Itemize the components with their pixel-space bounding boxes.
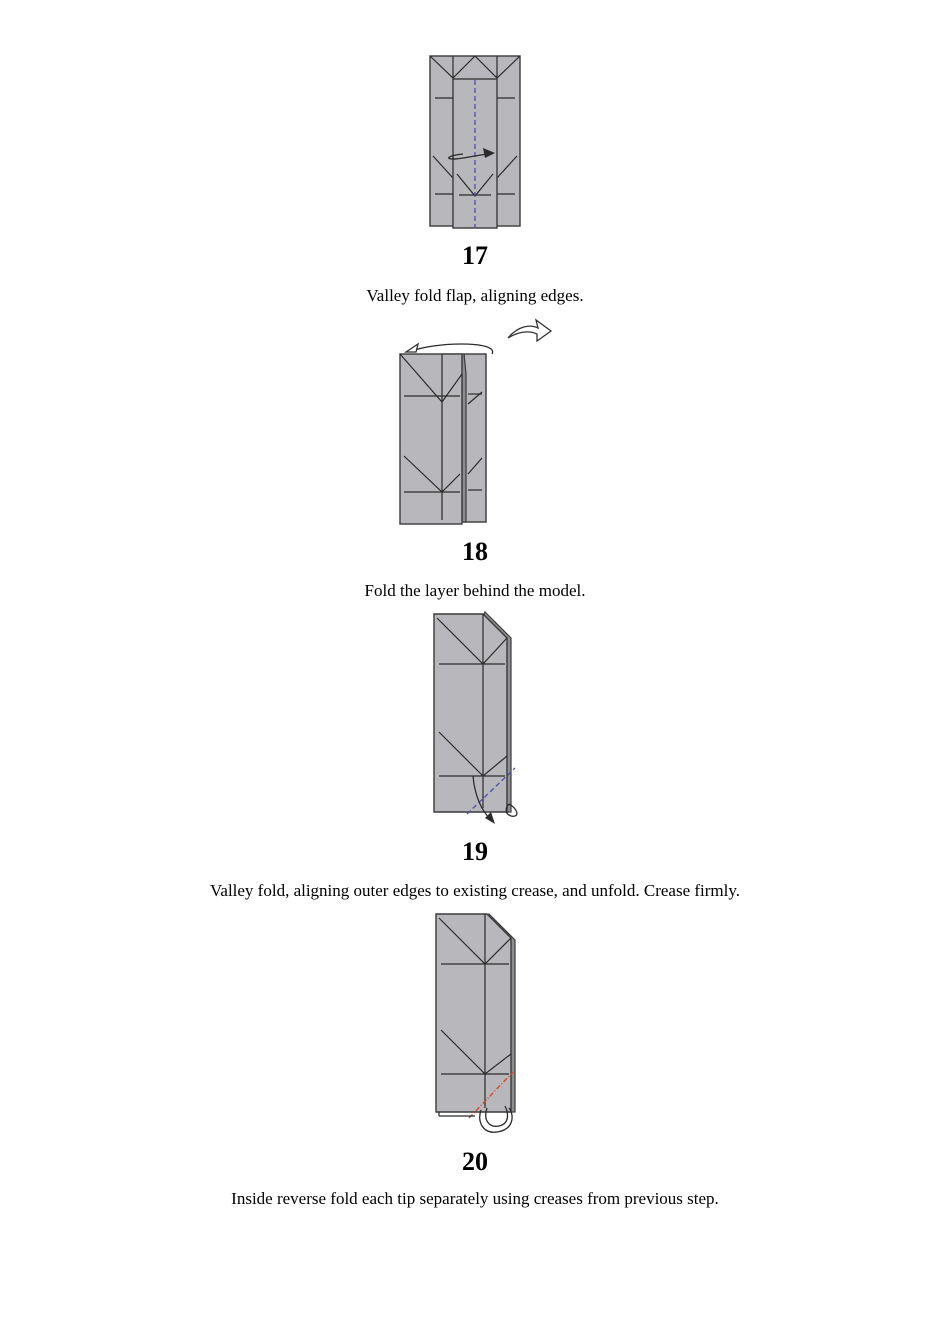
step-18-diagram xyxy=(390,314,560,530)
step-19-number: 19 xyxy=(462,837,488,866)
step-17-caption: Valley fold flap, aligning edges. xyxy=(366,286,584,305)
step-18-caption: Fold the layer behind the model. xyxy=(364,581,586,600)
step-20-diagram xyxy=(425,908,525,1140)
step-20-number: 20 xyxy=(462,1147,488,1176)
step-19-caption: Valley fold, aligning outer edges to existing crease, and unfold. Crease firmly. xyxy=(210,881,740,900)
step-20-caption: Inside reverse fold each tip separately using creases from previous step. xyxy=(231,1189,719,1208)
step-17-diagram xyxy=(425,52,525,234)
step-17-number: 17 xyxy=(462,241,488,270)
step-19-diagram xyxy=(425,608,525,830)
step-18-number: 18 xyxy=(462,537,488,566)
